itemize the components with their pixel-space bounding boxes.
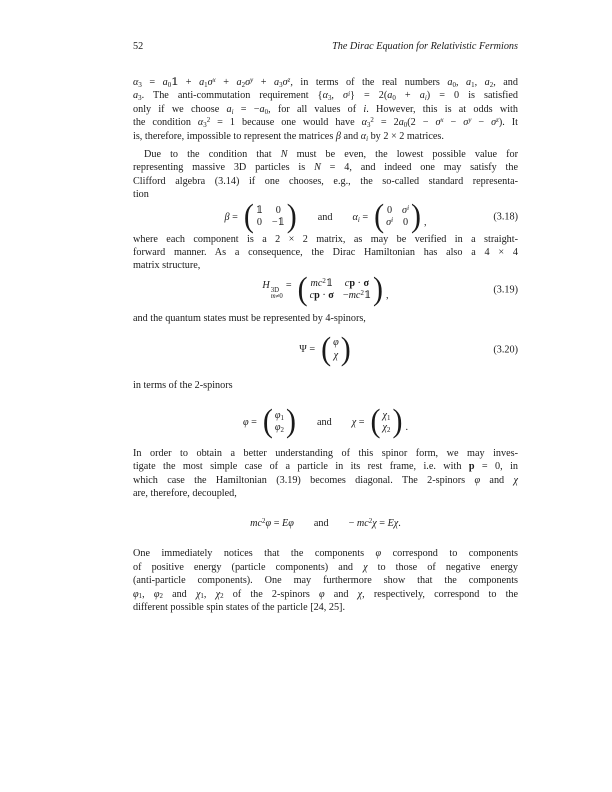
matrix-cell: 0 (387, 204, 393, 216)
text-line: are, therefore, decoupled, (133, 487, 237, 499)
text-line: of positive energy (particle components) and χ to those of negative energy (133, 561, 518, 573)
text-line: matrix structure, (133, 260, 201, 272)
psi-spinor-entries (332, 337, 340, 362)
alpha-matrix (373, 198, 422, 235)
paragraph-due-to-condition (133, 148, 518, 202)
matrix-cell: $mc^2𝟙$ (310, 277, 333, 289)
right-paren: ) (286, 403, 297, 440)
left-paren: ( (321, 331, 332, 368)
equation-number-319: (3.19) (493, 284, 518, 296)
line-in-terms (133, 379, 518, 392)
beta-matrix-entries (255, 205, 286, 230)
left-paren: ( (297, 272, 308, 308)
matrix-cell: $\chi_2$ (382, 422, 391, 435)
equation-rest-frame (133, 518, 518, 529)
beta-lhs: β = (224, 211, 238, 223)
matrix-cell: 0 (275, 204, 281, 216)
text-line: Clifford algebra (3.14) if one chooses, e.g., the so-called standard representa- (133, 175, 518, 187)
text-line: tion (133, 189, 149, 201)
text-line: One immediately notices that the components φ correspond to components (133, 548, 518, 560)
matrix-cell: $\chi_1$ (382, 409, 391, 422)
text-line: in terms of the 2-spinors (133, 380, 233, 392)
matrix-cell: φ (333, 337, 339, 349)
alpha-matrix-entries (385, 205, 410, 230)
text-line: (anti-particle components). One may furthermore show that the components (133, 575, 518, 587)
matrix-cell: −𝟙 (271, 217, 285, 229)
equation-number-320: (3.20) (493, 344, 518, 356)
equals-sign: = (285, 279, 292, 291)
hamiltonian-matrix (297, 272, 384, 308)
paragraph-where-each-component (133, 233, 518, 273)
left-paren: ( (374, 198, 385, 235)
text-line: which case the Hamiltonian (3.19) becomes diagonal. The 2-spinors φ and χ (133, 474, 518, 486)
paragraph-one-immediately (133, 547, 518, 614)
matrix-cell: 0 (402, 217, 409, 229)
right-paren: ) (373, 272, 384, 308)
line-quantum-states (133, 312, 518, 325)
beta-matrix (243, 198, 298, 235)
matrix-cell: $\varphi_2$ (274, 422, 285, 435)
paragraph-in-order (133, 447, 518, 501)
text-line: tigate the most simple case of a particle in its rest frame, i.e. with p = 0, in (133, 461, 519, 473)
page-number: 52 (133, 41, 144, 52)
matrix-cell: $\varphi_1$ (274, 409, 285, 422)
chi-spinor (370, 403, 404, 440)
phi-lhs: φ = (242, 416, 257, 428)
matrix-cell: $\sigma^i$ (402, 204, 409, 216)
right-paren: ) (286, 198, 297, 235)
connector-and: and (313, 518, 329, 530)
rest-frame-expr-phi: $mc^2\varphi = E\varphi$ (250, 518, 294, 530)
equation-number-318: (3.18) (493, 211, 518, 223)
equation-3-18 (133, 198, 518, 235)
hamiltonian-supsub (271, 288, 283, 302)
text-line: $a_3$. The anti-commutation requirement {$\alpha_3$, $\sigma^i\} = 2(a_0 + a_i) = 0$ is satisfied (133, 90, 519, 103)
phi-spinor-entries (274, 410, 285, 435)
matrix-cell: $-mc^2𝟙$ (342, 290, 372, 302)
text-line: is, therefore, impossible to represent the matrices β and $\alpha_i$ by 2 × 2 matrices. (133, 130, 444, 143)
matrix-cell: $\sigma^i$ (386, 217, 394, 229)
page-header (133, 40, 518, 54)
right-paren: ) (392, 403, 403, 440)
chi-lhs: χ = (351, 416, 365, 428)
right-paren: ) (411, 198, 421, 235)
text-line: different possible spin states of the particle [24, 25]. (133, 601, 345, 613)
hamiltonian-subscript: m≠0 (270, 293, 283, 301)
text-line: the condition $\alpha_3^2 = 1$ because one would have $\alpha_3^2 = 2a_0(2 - \sigma^x - \sigma^y - \sigma^z)$. It (133, 117, 518, 130)
connector-and: and (317, 416, 332, 428)
matrix-cell: cp · σ (344, 277, 370, 289)
equation-3-19 (133, 272, 518, 308)
equation-tail: , (424, 216, 427, 228)
hamiltonian-superscript: 3D (270, 286, 280, 294)
hamiltonian-symbol: H (262, 279, 270, 291)
matrix-cell: 𝟙 (255, 204, 263, 216)
equation-3-20 (133, 331, 518, 368)
left-paren: ( (243, 198, 254, 235)
hamiltonian-lhs (262, 280, 291, 302)
matrix-cell: cp · σ (309, 290, 334, 302)
equation-tail: , (386, 289, 389, 301)
equation-2-spinors (133, 403, 518, 440)
text-line: where each component is a 2 × 2 matrix, as may be verified in a straight- (133, 233, 518, 245)
text-line: forward manner. As a consequence, the Dirac Hamiltonian has also a 4 × 4 (133, 247, 518, 259)
psi-lhs: Ψ = (299, 344, 316, 356)
right-paren: ) (340, 331, 351, 368)
equation-tail: . (405, 421, 409, 433)
phi-spinor (262, 403, 297, 440)
left-paren: ( (262, 403, 273, 440)
text-line: representing massive 3D particles is N = 4, and indeed one may satisfy the (133, 162, 518, 174)
text-line: $\varphi_1$, $\varphi_2$ and $\chi_1$, $\chi_2$ of the 2-spinors φ and χ, respectively, correspond to the (133, 588, 519, 601)
matrix-cell: 0 (256, 217, 262, 229)
alpha-lhs: $\alpha_i$ = (352, 211, 369, 224)
rest-frame-expr-chi: − $mc^2\chi = E\chi$. (348, 518, 401, 530)
chi-spinor-entries (382, 410, 392, 435)
text-line: In order to obtain a better understanding of this spinor form, we may inves- (133, 447, 518, 459)
text-line: $\alpha_3$ = $a_0𝟙 + a_1\sigma^x + a_2\sigma^y + a_3\sigma^z$, in terms of the real numbers $a_0$, $a_1$, $a_2$, and (133, 77, 518, 89)
connector-and: and (317, 211, 333, 223)
text-line: Due to the condition that N must be even, the lowest possible value for (144, 149, 518, 161)
left-paren: ( (370, 403, 381, 440)
hamiltonian-matrix-entries (309, 278, 372, 303)
paragraph-alpha-matrices (133, 76, 518, 143)
matrix-cell: χ (333, 349, 339, 361)
psi-spinor (320, 331, 352, 368)
running-title: The Dirac Equation for Relativistic Fermions (332, 41, 518, 52)
text-line: and the quantum states must be represented by 4-spinors, (133, 312, 366, 324)
text-line: only if we choose $a_i = -a_0$, for all values of i. However, this is at odds with (133, 103, 518, 116)
